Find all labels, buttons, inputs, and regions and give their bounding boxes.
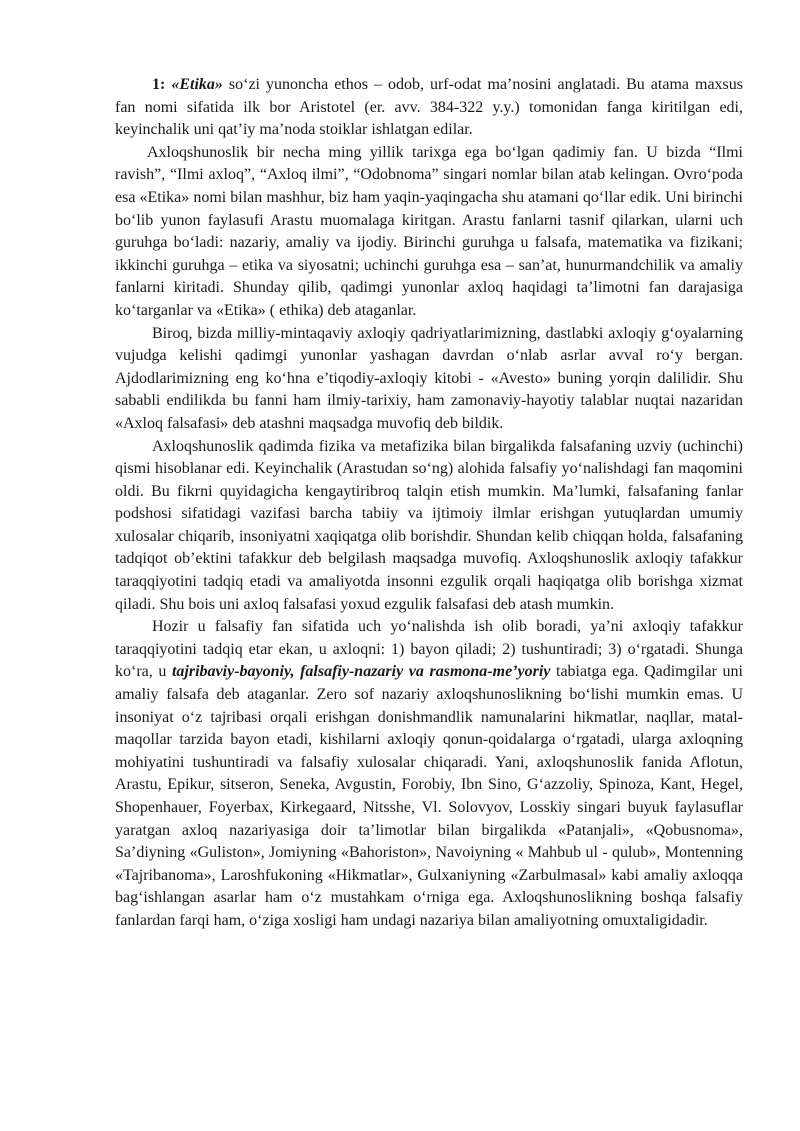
- paragraph-number: 1:: [152, 76, 166, 93]
- term-etika: «Etika»: [171, 76, 223, 93]
- document-page: [115, 74, 743, 933]
- paragraph-5-text-before: Hozir u falsafiy fan sifatida uch yo‘nalishda ish olib boradi, ya’ni axloqiy tafakkur taraqqiyotini tadqiq etar ekan, u axloqni: 1) bayon qiladi; 2) tushuntiradi; 3) o‘rgatadi. Shunga ko‘ra, u: [115, 618, 743, 681]
- paragraph-2: Axloqshunoslik bir necha ming yillik tarixga ega bo‘lgan qadimiy fan. U bizda “Ilmi ravish”, “Ilmi axloq”, “Axloq ilmi”, “Odobnoma” singari nomlar bilan atab kelingan. Ovro‘poda esa «Etika» nomi bilan mashhur, biz ham yaqin-yaqingacha shu atamani qo‘llar edik. Uni birinchi bo‘lib yunon faylasufi Arastu muomalaga kiritgan. Arastu fanlarni tasnif qilarkan, ularni uch guruhga bo‘ladi: nazariy, amaliy va ijodiy. Birinchi guruhga u falsafa, matematika va fizikani; ikkinchi guruhga – etika va siyosatni; uchinchi guruhga esa – san’at, hunurmandchilik va amaliy fanlarni kiritadi. Shunday qilib, qadimgi yunonlar axloq haqidagi ta’limotni fan darajasiga ko‘targanlar va «Etika» ( ethika) deb ataganlar.: [115, 143, 743, 319]
- paragraph-1: [115, 74, 743, 142]
- paragraph-5: [115, 616, 743, 932]
- paragraph-5-emphasis: tajribaviy-bayoniy, falsafiy-nazariy va rasmona-me’yoriy: [171, 663, 551, 681]
- paragraph-1-text: so‘zi yunoncha ethos – odob, urf-odat ma’nosini anglatadi. Bu atama maxsus fan nomi sifatida ilk bor Aristotel (er. avv. 384-322 y.y.) tomonidan fanga kiritilgan edi, keyinchalik uni qat’iy ma’noda stoiklar ishlatgan edilar.: [115, 76, 743, 139]
- paragraph-3: Biroq, bizda milliy-mintaqaviy axloqiy qadriyatlarimizning, dastlabki axloqiy g‘oyalarning vujudga kelishi qadimgi yunonlar yashagan davrdan o‘nlab asrlar avval ro‘y bergan. Ajdodlarimizning eng ko‘hna e’tiqodiy-axloqiy kitobi - «Avesto» buning yorqin dalilidir. Shu sababli endilikda bu fanni ham ilmiy-tarixiy, ham zamonaviy-hayotiy talablar nuqtai nazaridan «Axloq falsafasi» deb atashni maqsadga muvofiq deb bildik.: [115, 324, 743, 432]
- paragraph-5-text-after: tabiatga ega. Qadimgilar uni amaliy falsafa deb ataganlar. Zero sof nazariy axloqshunoslikning bo‘lishi mumkin emas. U insoniyat o‘z tajribasi orqali erishgan donishmandlik namunalarini hikmatlar, naqllar, matal-maqollar tarzida bayon etadi, kishilarni axloqiy qonun-qoidalarga o‘rgatadi, ularga axloqning mohiyatini tushuntiradi va falsafiy xulosalar chiqaradi. Yani, axloqshunoslik fanida Aflotun, Arastu, Epikur, sitseron, Seneka, Avgustin, Forobiy, Ibn Sino, G‘azzoliy, Spinoza, Kant, Hegel, Shopenhauer, Foyerbax, Kirkegaard, Nitsshe, Vl. Solovyov, Losskiy singari buyuk faylasuflar yaratgan axloq nazariyasiga doir ta’limotlar bilan birgalikda «Patanjali», «Qobusnoma», Sa’diyning «Guliston», Jomiyning «Bahoriston», Navoiyning « Mahbub ul - qulub», Montenning «Tajribanoma», Laroshfukoning «Hikmatlar», Gulxaniyning «Zarbulmasal» kabi amaliy axloqqa bag‘ishlangan asarlar ham o‘z mustahkam o‘rniga ega. Axloqshunoslikning boshqa falsafiy fanlardan farqi ham, o‘ziga xosligi ham undagi nazariya bilan amaliyotning omuxtaligidadir.: [115, 663, 743, 929]
- paragraph-4: Axloqshunoslik qadimda fizika va metafizika bilan birgalikda falsafaning uzviy (uchinchi) qismi hisoblanar edi. Keyinchalik (Arastudan so‘ng) alohida falsafiy yo‘nalishdagi fan maqomini oldi. Bu fikrni quyidagicha kengaytiribroq talqin etish mumkin. Ma’lumki, falsafaning fanlar podshosi sifatidagi vazifasi barcha tabiiy va ijtimoiy ilmlar erishgan yutuqlardan umumiy xulosalar chiqarib, insoniyatni xaqiqatga olib borishdir. Shundan kelib chiqqan holda, falsafaning tadqiqot ob’ektini tafakkur deb belgilash maqsadga muvofiq. Axloqshunoslik axloqiy tafakkur taraqqiyotini tadqiq etadi va amaliyotda insonni ezgulik orqali haqiqatga olib borishga xizmat qiladi. Shu bois uni axloq falsafasi yoxud ezgulik falsafasi deb atash mumkin.: [115, 437, 743, 613]
